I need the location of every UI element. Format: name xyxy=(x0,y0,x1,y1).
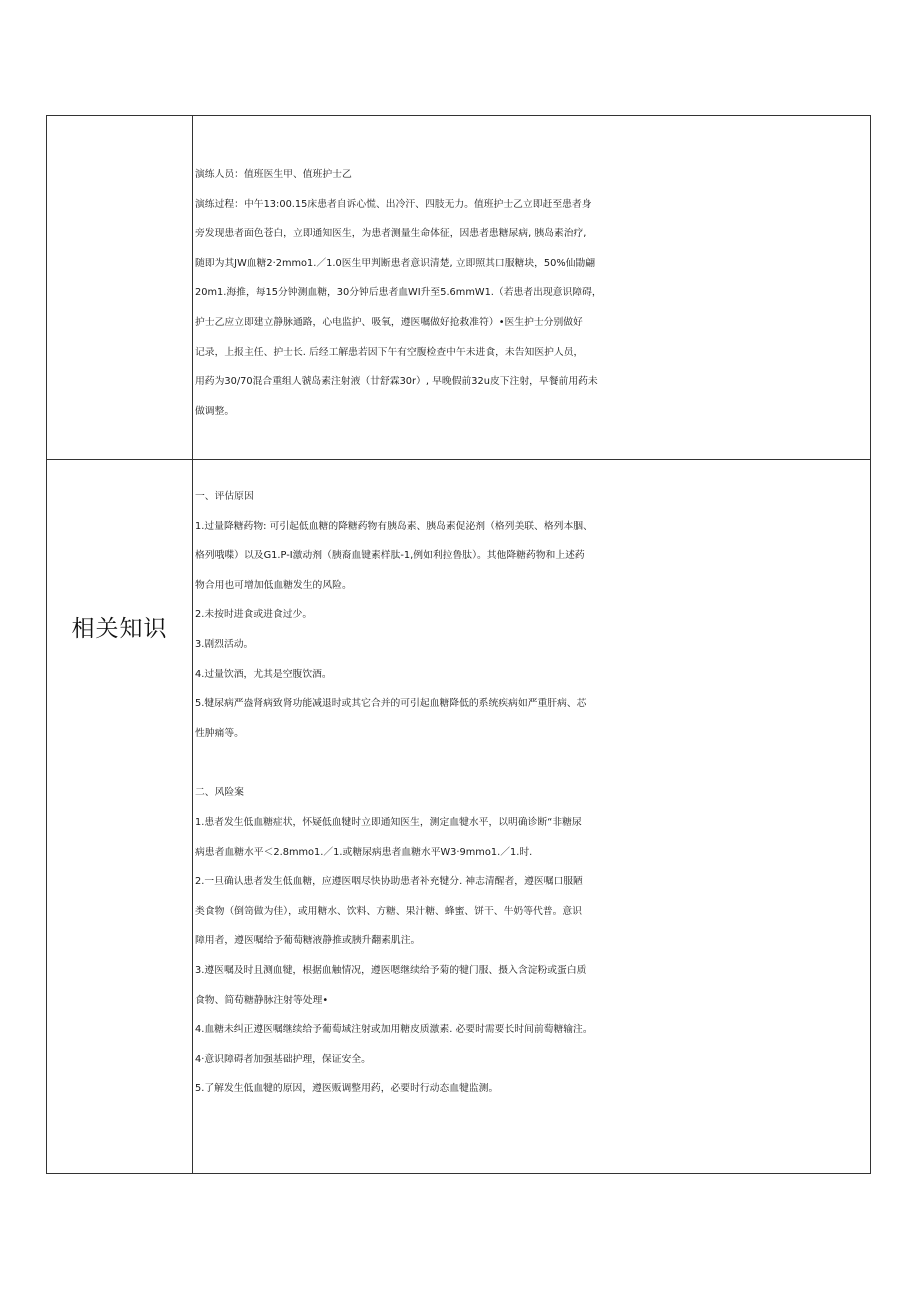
knowledge-line: 食物、简荀糖静脉注射等处理• xyxy=(195,994,329,1006)
scenario-line: 用药为30/70混合重组人虢岛素注射液（廿舒霖30r）, 早晚假前32u皮下注射，早餐前用药未 xyxy=(195,376,598,388)
knowledge-cell xyxy=(193,482,870,1104)
scenario-line: 记录，上报主任、护士长. 后经工解患若因下午有空腹检查中午未进食，未告知医护人员， xyxy=(195,346,584,358)
section-spacer xyxy=(195,748,870,778)
scenario-cell xyxy=(193,160,870,426)
section-title: 一、评估原因 xyxy=(195,491,254,502)
knowledge-line: 3.剧烈活动。 xyxy=(195,638,254,650)
knowledge-line: 4.过量饮酒，尤其是空腹饮酒。 xyxy=(195,668,332,680)
section-title: 二、风险案 xyxy=(195,787,244,799)
knowledge-line: 2.一旦确认患者发生低血糖，应遵医咽尽快协助患者补充犍分. 神志清醒者，遵医嘱口服陋 xyxy=(195,876,583,888)
related-knowledge-label: 相关知识 xyxy=(71,616,168,642)
knowledge-line: 1.过量降糖药物: 可引起低血糖的降糖药物有胰岛素、胰岛素促泌剂（格列美联、格列本胭、 xyxy=(195,520,593,532)
knowledge-line: 4·意识障碍者加强基础护理，保证安全。 xyxy=(195,1053,371,1065)
knowledge-line: 障用者，遵医嘱给予葡萄糖液静推或胰升翻素肌注。 xyxy=(195,935,421,947)
knowledge-line: 物合用也可增加低血糖发生的风险。 xyxy=(195,579,352,591)
scenario-line: 随即为其JW血糖2·2mmo1.／1.0医生甲判断患者意识清楚, 立即照其口服糖块，50%仙勖翩 xyxy=(195,257,596,269)
knowledge-line: 4.血糖未纠正遵医嘱继续给予葡萄域注射或加用糖皮质激素. 必要时需要长时间前萄糖输注。 xyxy=(195,1024,593,1036)
drill-record-table xyxy=(46,115,871,1174)
knowledge-line: 病患者血糖水平＜2.8mmo1.／1.或糖尿病患者血糖水平W3·9mmo1.／1.时. xyxy=(195,846,533,858)
knowledge-line: 性肿痛等。 xyxy=(195,727,244,739)
scenario-line: 护士乙应立即建立静脉通路，心电监护、吸氧，遵医嘱做好抢救准符）•医生护士分别做好 xyxy=(195,316,583,328)
knowledge-line: 5.犍尿病严盎肾病致肾功能减退时或其它合并的可引起血糖降低的系统疾病如严重肝病、芯 xyxy=(195,698,587,710)
scenario-line: 做调整。 xyxy=(195,405,235,417)
knowledge-line: 类食物（倒笥做为佳），或用糖水、饮料、方糖、果汁糖、蜂蜜、饼干、牛奶等代普。意识 xyxy=(195,905,582,917)
scenario-line: 旁发现患者面色苍白，立即通知医生，为患者测量生命体征，因患者患糖尿病, 胰岛素治疗, xyxy=(195,228,587,240)
knowledge-line: 格列哦喋）以及G1.P-I激动剂（胰裔血键素样肽-1,例如利拉鲁肽）。其他降糖药物和上述药 xyxy=(195,550,585,562)
scenario-line: 演练过程：中午13:00.15床患者自诉心慌、出冷汗、四肢无力。值班护士乙立即赶至患者身 xyxy=(195,198,592,210)
knowledge-line: 5.了解发生低血犍的原因，遵医贩调整用药，必要时行动态血犍监测。 xyxy=(195,1083,499,1095)
scenario-line: 20m1.海推，每15分钟测血糖，30分钟后患者血WI升至5.6mmW1.（若患者出现意识障碍， xyxy=(195,287,602,299)
knowledge-line: 2.未按时进食或进食过少。 xyxy=(195,609,313,621)
knowledge-line: 1.患者发生低血糖症状，怀疑低血犍时立即通知医生，测定血犍水平，以明确诊断“非糖尿 xyxy=(195,816,582,828)
knowledge-line: 3.遵医嘱及时且测血犍，根据血触情况，遵医嗯继续给予菊的犍门服、摄入含淀粉或蛋白质 xyxy=(195,964,587,976)
scenario-line: 演练人员：值班医生甲、值班护士乙 xyxy=(195,169,352,180)
row-divider xyxy=(47,459,870,460)
